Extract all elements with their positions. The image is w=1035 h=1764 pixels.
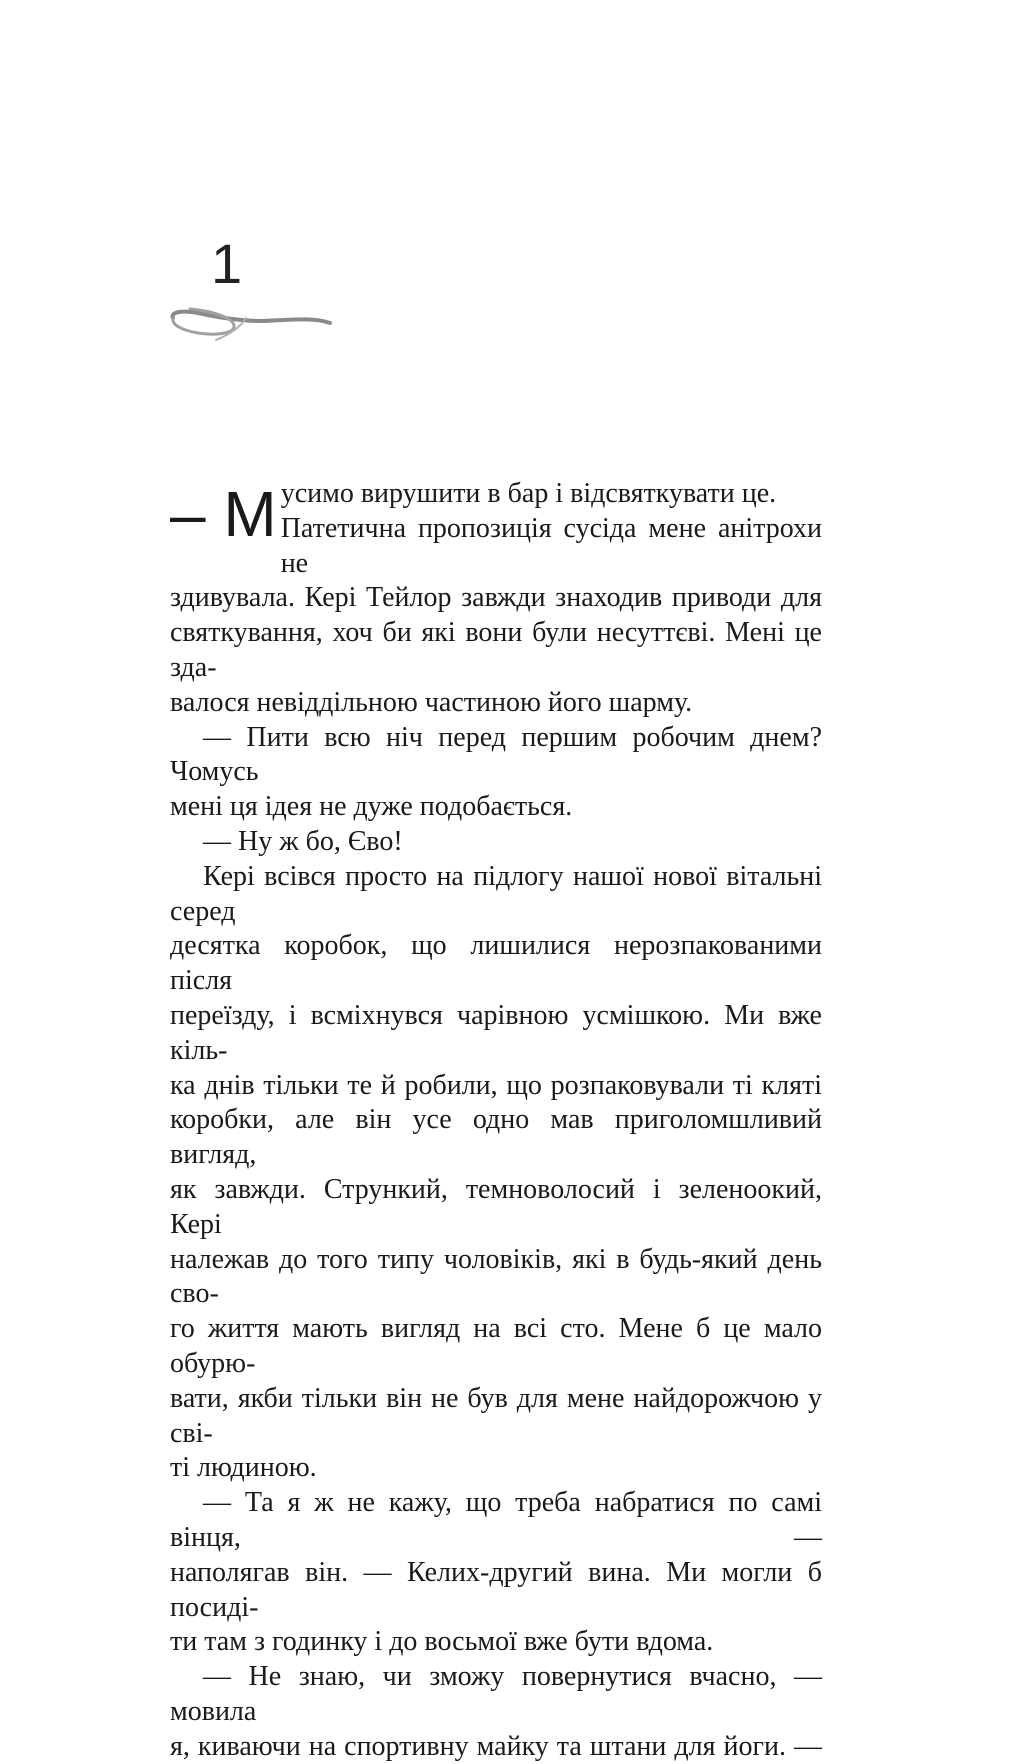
- text-line: валося невіддільною частиною його шарму.: [170, 686, 693, 718]
- chapter-number: 1: [211, 232, 243, 295]
- text-line: Кері всівся просто на підлогу нашої нової вітальні серед: [170, 860, 822, 927]
- text-line: Патетична пропозиція сусіда мене анітрохи не: [280, 512, 822, 579]
- text-line: десятка коробок, що лишилися нерозпакованими після: [170, 930, 822, 997]
- text-line: належав до того типу чоловіків, які в будь-який день сво-: [170, 1243, 822, 1310]
- text-line: вати, якби тільки він не був для мене найдорожчою у сві-: [170, 1382, 822, 1449]
- text-line: — Не знаю, чи зможу повернутися вчасно, — мовила: [170, 1661, 822, 1727]
- text-line: як завжди. Стрункий, темноволосий і зеленоокий, Кері: [170, 1173, 822, 1240]
- text-line: ка днів тільки те й робили, що розпаковували ті кляті: [170, 1069, 822, 1101]
- text-line: переїзду, і всміхнувся чарівною усмішкою. Ми вже кіль-: [170, 999, 822, 1066]
- text-line: — Ну ж бо, Єво!: [203, 825, 403, 857]
- text-line: — Пити всю ніч перед першим робочим днем? Чомусь: [170, 721, 822, 788]
- text-line: здивувала. Кері Тейлор завжди знаходив приводи для: [170, 582, 822, 614]
- text-line: святкування, хоч би які вони були несуттєві. Мені це зда-: [170, 617, 822, 683]
- text-line: го життя мають вигляд на всі сто. Мене б це мало обурю-: [170, 1313, 822, 1379]
- chapter-text: [170, 477, 822, 1764]
- text-line: ти там з годинку і до восьмої вже бути вдома.: [170, 1626, 714, 1658]
- text-line: наполягав він. — Келих-другий вина. Ми могли б посиді-: [170, 1556, 822, 1623]
- drop-cap: – М: [170, 478, 277, 550]
- text-line: мені ця ідея не дуже подобається.: [170, 791, 573, 823]
- opening-paragraph: [170, 477, 822, 581]
- text-line: коробки, але він усе одно мав приголомшливий вигляд,: [170, 1104, 822, 1171]
- swirl-ornament-icon: [168, 300, 333, 350]
- text-line: усимо вирушити в бар і відсвяткувати це.: [280, 478, 777, 509]
- text-line: — Та я ж не кажу, що треба набратися по самі вінця, —: [170, 1487, 822, 1553]
- text-line: ті людиною.: [170, 1452, 317, 1484]
- text-line: я, киваючи на спортивну майку та штани для йоги. —: [170, 1730, 822, 1762]
